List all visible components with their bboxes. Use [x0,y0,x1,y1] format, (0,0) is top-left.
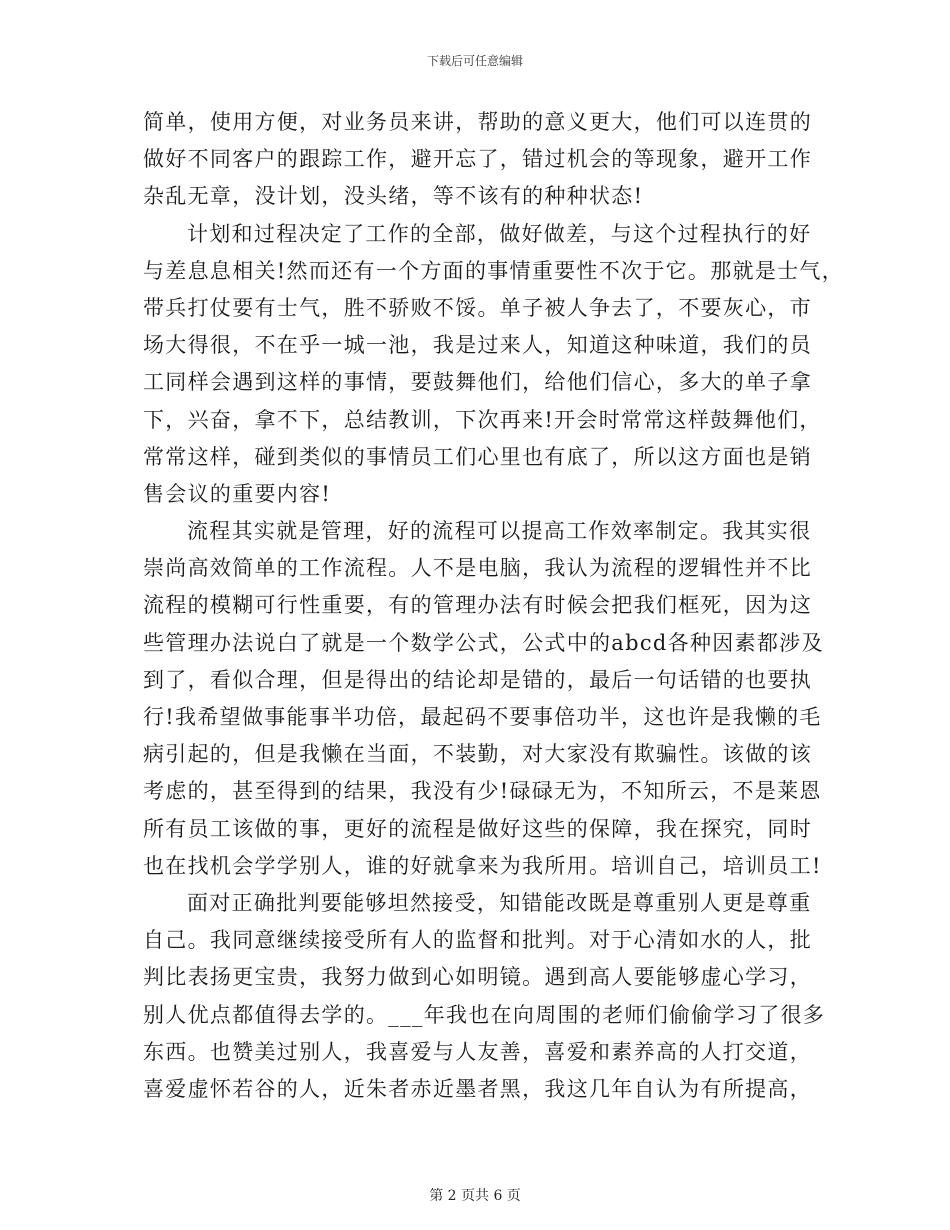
text-line: 判比表扬更宝贵，我努力做到心如明镜。遇到高人要能够虚心学习， [143,965,812,990]
text-line: 工同样会遇到这样的事情，要鼓舞他们，给他们信心，多大的单子拿 [143,370,812,395]
text-line: 常常这样，碰到类似的事情员工们心里也有底了，所以这方面也是销 [143,444,812,469]
text-line: 行!我希望做事能事半功倍，最起码不要事倍功半，这也许是我懒的毛 [143,705,822,729]
text-line: 所有员工该做的事，更好的流程是做好这些的保障，我在探究，同时 [143,816,812,841]
text-line: 别人优点都值得去学的。___年我也在向周围的老师们偷偷学习了很多 [143,1002,826,1027]
text-line: 面对正确批判要能够坦然接受，知错能改既是尊重别人更是尊重 [187,890,812,915]
page-footer: 第 2 页共 6 页 [429,1188,521,1204]
text-line: 流程的模糊可行性重要，有的管理办法有时候会把我们框死，因为这 [143,593,812,618]
text-line: 计划和过程决定了工作的全部，做好做差，与这个过程执行的好 [187,221,812,246]
text-line: 崇尚高效简单的工作流程。人不是电脑，我认为流程的逻辑性并不比 [143,556,812,581]
text-line: 与差息息相关!然而还有一个方面的事情重要性不次于它。那就是士气， [143,258,845,283]
text-line: 杂乱无章，没计划，没头绪，等不该有的种种状态! [143,184,644,209]
text-line: 售会议的重要内容! [143,481,332,506]
text-line: 做好不同客户的跟踪工作，避开忘了，错过机会的等现象，避开工作 [143,147,812,172]
text-line: 病引起的，但是我懒在当面，不装勤，对大家没有欺骗性。该做的该 [143,742,812,767]
text-line: 简单，使用方便，对业务员来讲，帮助的意义更大，他们可以连贯的 [143,110,812,134]
text-line: 喜爱虚怀若谷的人，近朱者赤近墨者黑，我这几年自认为有所提高， [143,1076,812,1101]
text-line: 流程其实就是管理，好的流程可以提高工作效率制定。我其实很 [187,519,812,544]
document-body [143,104,845,1108]
text-line: 东西。也赞美过别人，我喜爱与人友善，喜爱和素养高的人打交道， [143,1039,812,1064]
page-header: 下载后可任意编辑 [426,54,523,68]
text-line: 考虑的，甚至得到的结果，我没有少!碌碌无为，不知所云，不是莱恩 [143,779,822,804]
text-line: 下，兴奋，拿不下，总结教训，下次再来!开会时常常这样鼓舞他们， [143,407,822,432]
text-line: 些管理办法说白了就是一个数学公式，公式中的abcd各种因素都涉及 [143,630,824,655]
text-line: 到了，看似合理，但是得出的结论却是错的，最后一句话错的也要执 [143,667,812,692]
text-line: 也在找机会学学别人，谁的好就拿来为我所用。培训自己，培训员工! [143,853,822,878]
text-line: 自己。我同意继续接受所有人的监督和批判。对于心清如水的人，批 [143,928,812,953]
text-line: 场大得很，不在乎一城一池，我是过来人，知道这种味道，我们的员 [143,333,812,358]
text-line: 带兵打仗要有士气，胜不骄败不馁。单子被人争去了，不要灰心，市 [143,295,812,320]
